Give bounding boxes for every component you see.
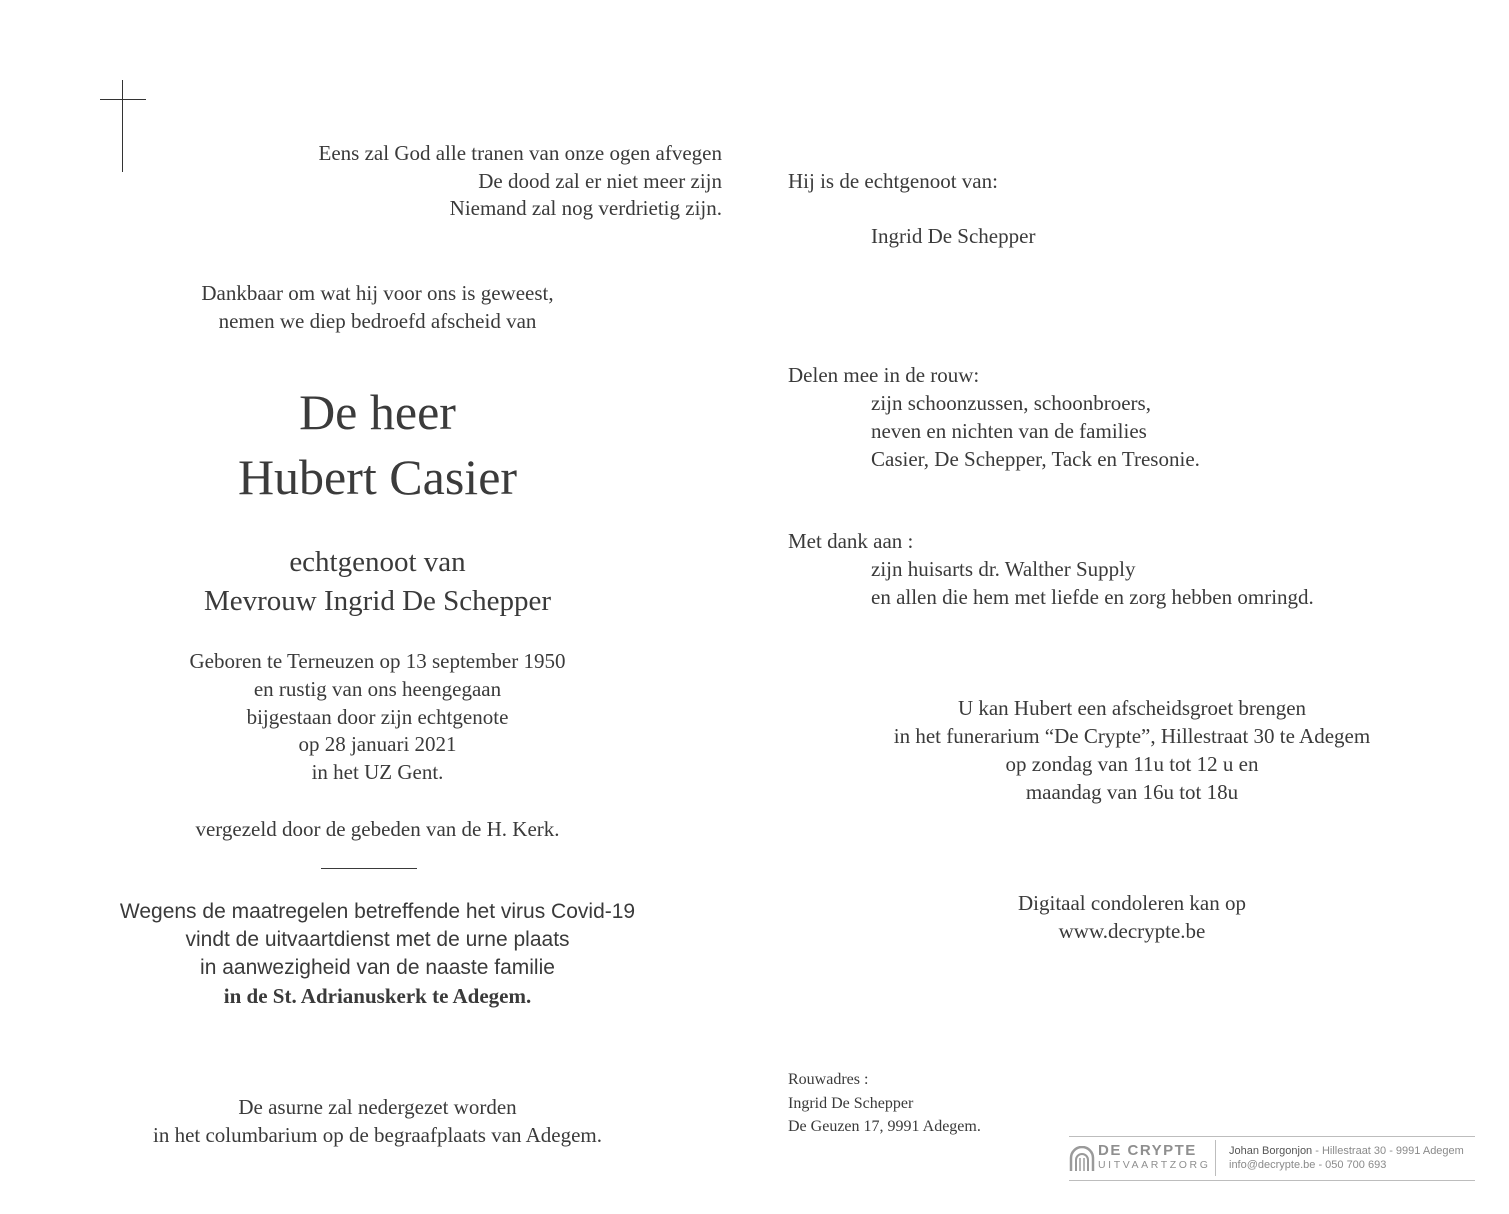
spouse-name: Mevrouw Ingrid De Schepper (203, 585, 552, 617)
thanks-line: nemen we diep bedroefd afscheid van (218, 309, 537, 333)
mourning-line: Casier, De Schepper, Tack en Tresonie. (871, 447, 1200, 471)
thanks-to-section (788, 527, 1438, 611)
thanks-line: Dankbaar om wat hij voor ons is geweest, (201, 281, 554, 305)
thanks-intro (100, 279, 655, 335)
crypt-arch-icon (1069, 1146, 1095, 1172)
urn-info (100, 1093, 655, 1149)
church-prayers (100, 815, 655, 843)
visit-line: U kan Hubert een afscheidsgroet brengen (957, 696, 1307, 720)
covid-line: in aanwezigheid van de naaste familie (200, 956, 555, 979)
footer-rule-top (1069, 1136, 1475, 1137)
condolence-info (832, 889, 1432, 945)
quote-line: Eens zal God alle tranen van onze ogen afvegen (318, 141, 722, 165)
visit-line: maandag van 16u tot 18u (1025, 780, 1239, 804)
church-line: vergezeld door de gebeden van de H. Kerk. (195, 817, 560, 841)
visit-line: op zondag van 11u tot 12 u en (1005, 752, 1259, 776)
covid-location: in de St. Adrianuskerk te Adegem. (223, 984, 532, 1008)
brand-name: DE CRYPTE (1098, 1142, 1197, 1159)
brand-subtitle: UITVAARTZORG (1098, 1159, 1211, 1171)
birth-line: Geboren te Terneuzen op 13 september 1950 (189, 649, 566, 673)
footer-rule-bottom (1069, 1180, 1475, 1181)
covid-line: Wegens de maatregelen betreffende het virus Covid-19 (119, 900, 636, 923)
address-street: De Geuzen 17, 9991 Adegem. (788, 1118, 981, 1135)
deceased-name (100, 380, 655, 510)
mourning-address (788, 1068, 1088, 1139)
deceased-title: De heer (299, 384, 456, 440)
urn-line: De asurne zal nedergezet worden (238, 1095, 517, 1119)
divider (321, 868, 417, 869)
spouse-of-name: Ingrid De Schepper (871, 224, 1036, 248)
spouse-of-section (788, 167, 1388, 250)
quote-line: Niemand zal nog verdrietig zijn. (449, 196, 722, 220)
urn-line: in het columbarium op de begraafplaats van Adegem. (152, 1123, 603, 1147)
cross-icon (100, 80, 146, 172)
spouse-of-heading: Hij is de echtgenoot van: (788, 169, 998, 193)
birth-line: bijgestaan door zijn echtgenote (246, 704, 509, 729)
covid-notice (70, 898, 685, 1010)
address-label: Rouwadres : (788, 1071, 869, 1088)
birth-line: in het UZ Gent. (311, 760, 444, 785)
birth-death-info (100, 648, 655, 787)
mourning-section (788, 361, 1438, 473)
covid-line: vindt de uitvaartdienst met de urne plaats (185, 928, 570, 951)
bible-quote (200, 140, 722, 223)
spouse-relation: echtgenoot van (289, 546, 466, 578)
thanks-to-heading: Met dank aan : (788, 529, 914, 553)
contact-line-1 (1229, 1144, 1464, 1158)
condolence-url: www.decrypte.be (1058, 919, 1206, 943)
footer-separator (1215, 1140, 1216, 1176)
mourning-line: neven en nichten van de families (871, 419, 1147, 443)
quote-line: De dood zal er niet meer zijn (478, 168, 722, 193)
mourning-line: zijn schoonzussen, schoonbroers, (871, 391, 1151, 415)
birth-line: op 28 januari 2021 (298, 732, 457, 757)
birth-line: en rustig van ons heengegaan (253, 676, 502, 701)
deceased-fullname: Hubert Casier (237, 449, 518, 505)
visitation-info (832, 694, 1432, 806)
address-name: Ingrid De Schepper (788, 1094, 914, 1112)
thanks-to-line: en allen die hem met liefde en zorg hebben omringd. (871, 585, 1314, 609)
thanks-to-line: zijn huisarts dr. Walther Supply (871, 557, 1136, 581)
contact-address: - Hillestraat 30 - 9991 Adegem (1312, 1145, 1464, 1157)
contact-name: Johan Borgonjon (1229, 1145, 1313, 1157)
contact-line-2: info@decrypte.be - 050 700 693 (1229, 1159, 1387, 1171)
visit-line: in het funerarium “De Crypte”, Hillestraat 30 te Adegem (893, 724, 1371, 748)
condolence-text: Digitaal condoleren kan op (1017, 891, 1246, 915)
spouse-block (100, 543, 655, 621)
mourning-heading: Delen mee in de rouw: (788, 363, 980, 387)
